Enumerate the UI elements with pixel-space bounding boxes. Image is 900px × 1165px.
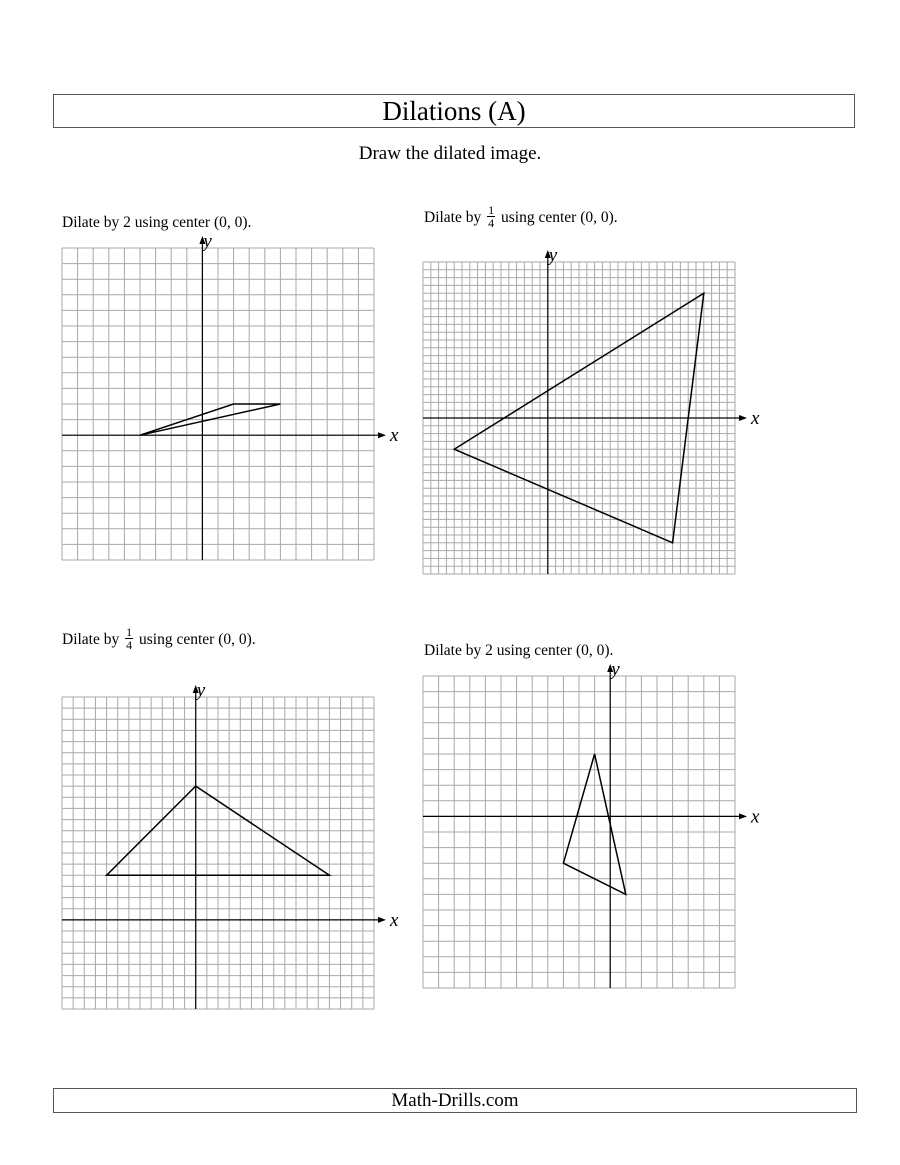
problem-3-fraction-numerator: 1 [126, 625, 133, 639]
footer-site: Math-Drills.com [53, 1088, 857, 1113]
x-axis-arrow [378, 432, 386, 438]
x-axis-label: x [390, 425, 399, 447]
problem-1-suffix: using center (0, 0). [134, 214, 252, 231]
problem-2-prefix: Dilate by [424, 209, 482, 227]
y-axis-label: y [203, 231, 212, 252]
problem-2-fraction-numerator: 1 [488, 203, 495, 217]
problem-3-prompt [62, 625, 256, 653]
x-axis-arrow [378, 917, 386, 923]
x-axis-arrow [739, 813, 747, 819]
y-axis-label: y [611, 659, 620, 680]
y-axis-label: y [548, 245, 558, 266]
problem-2-prompt [424, 203, 618, 231]
problem-4-suffix: using center (0, 0). [496, 642, 614, 659]
problem-2-fraction [487, 204, 495, 229]
problem-1-factor: 2 [123, 214, 131, 231]
problem-1-prompt [62, 214, 251, 232]
problem-1-grid[interactable] [62, 231, 399, 560]
x-axis-label: x [390, 909, 399, 931]
problem-4-prefix: Dilate by [424, 642, 482, 659]
problem-3-grid[interactable] [62, 680, 399, 1009]
problem-4-factor: 2 [485, 642, 493, 659]
y-axis-label: y [196, 680, 206, 701]
x-axis-label: x [751, 806, 760, 828]
problem-3-prefix: Dilate by [62, 631, 120, 649]
problem-4-prompt [424, 642, 613, 660]
problem-3-suffix: using center (0, 0). [139, 631, 256, 649]
problem-3-fraction-denominator: 4 [126, 638, 133, 652]
problem-3-fraction [125, 626, 133, 651]
worksheet-title: Dilations (A) [53, 94, 855, 128]
problem-4-grid[interactable] [423, 659, 760, 988]
x-axis-label: x [751, 408, 760, 429]
x-axis-arrow [739, 415, 747, 421]
worksheet-instruction: Draw the dilated image. [358, 143, 542, 164]
problem-2-grid[interactable] [423, 245, 760, 574]
problem-1-prefix: Dilate by [62, 214, 120, 231]
problem-2-suffix: using center (0, 0). [501, 209, 618, 227]
problem-2-fraction-denominator: 4 [488, 216, 495, 230]
